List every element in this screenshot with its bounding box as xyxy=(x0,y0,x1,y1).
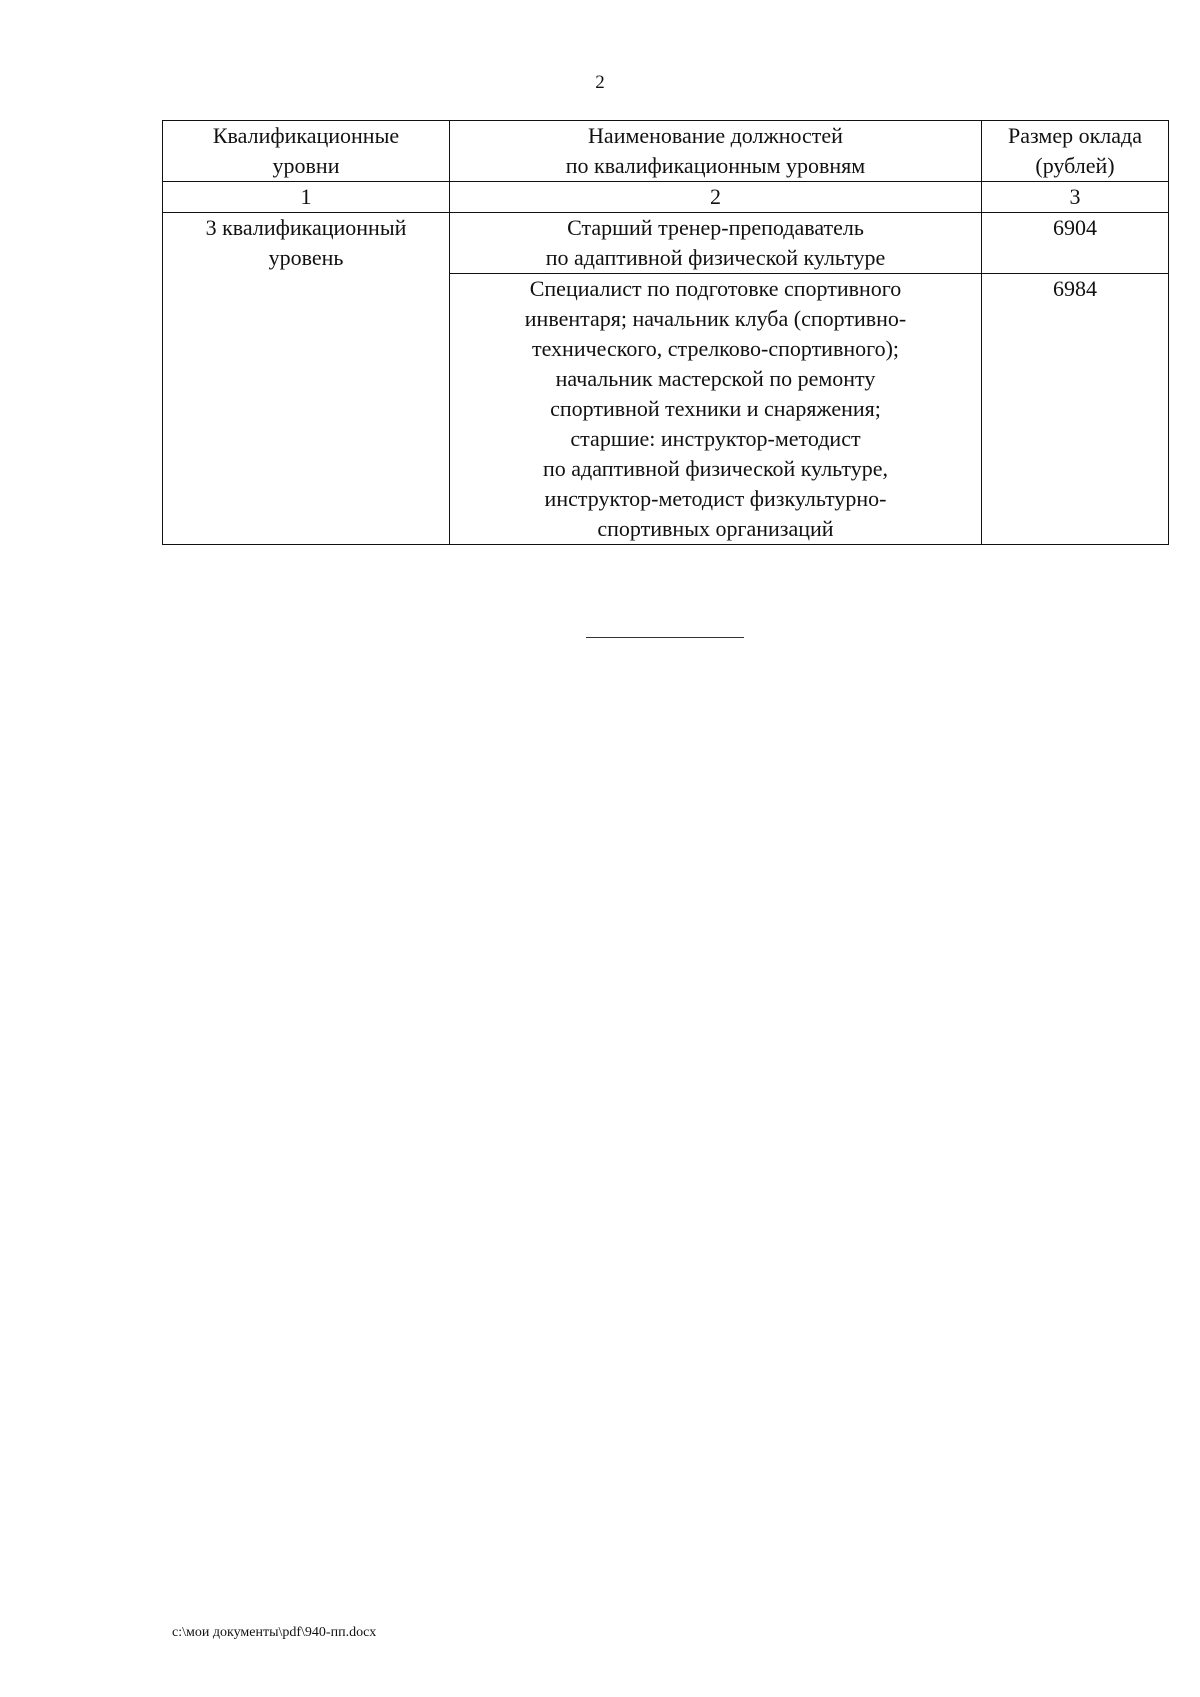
header-qualification-levels: Квалификационные уровни xyxy=(163,121,450,182)
salary-cell: 6904 xyxy=(982,213,1169,274)
column-number-row xyxy=(163,182,1169,213)
end-separator-line xyxy=(586,637,744,638)
salary-cell: 6984 xyxy=(982,274,1169,545)
salary-table xyxy=(162,120,1169,545)
table-row xyxy=(163,213,1169,274)
header-salary-size: Размер оклада (рублей) xyxy=(982,121,1169,182)
page-number: 2 xyxy=(595,72,605,93)
column-number-1: 1 xyxy=(163,182,450,213)
table-header-row xyxy=(163,121,1169,182)
column-number-2: 2 xyxy=(450,182,982,213)
header-position-names: Наименование должностей по квалификационным уровням xyxy=(450,121,982,182)
footer-file-path: c:\мои документы\pdf\940-пп.docx xyxy=(172,1625,377,1640)
positions-cell: Специалист по подготовке спортивного инвентаря; начальник клуба (спортивно- технического, стрелково-спортивного); начальник мастерской по ремонту спортивной техники и снаряжения; старшие: инструктор-методист по адаптивной физической культуре, инструктор-методист физкультурно- спортивных организаций xyxy=(450,274,982,545)
positions-cell: Старший тренер-преподаватель по адаптивной физической культуре xyxy=(450,213,982,274)
column-number-3: 3 xyxy=(982,182,1169,213)
qualification-level-cell: 3 квалификационный уровень xyxy=(163,213,450,545)
